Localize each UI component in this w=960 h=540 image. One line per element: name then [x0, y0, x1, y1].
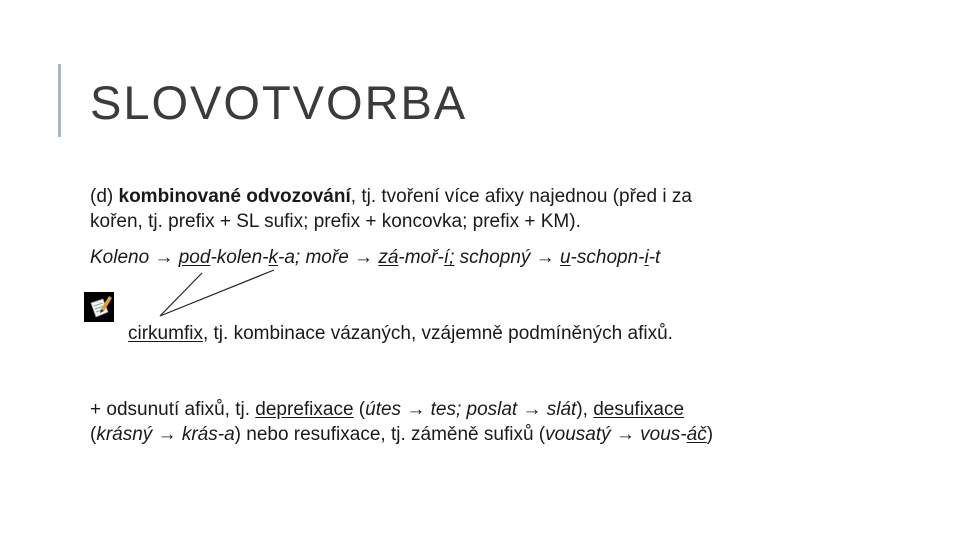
para1-prefix: (d)	[90, 186, 119, 207]
example-text: schopný →	[454, 247, 560, 268]
example-affix: í;	[443, 247, 455, 268]
term-deprefixace: deprefixace	[255, 399, 354, 420]
para1-line2: kořen, tj. prefix + SL sufix; prefix + koncovka; prefix + KM).	[90, 211, 581, 232]
example-text: -schopn-	[570, 247, 645, 268]
example-text: -a; moře →	[278, 247, 379, 268]
circumfix-rest: , tj. kombinace vázaných, vzájemně podmíněných afixů.	[202, 323, 673, 344]
para1-bold-term: kombinované odvozování	[118, 186, 351, 207]
example-affix: pod	[178, 247, 211, 268]
text-segment: (	[353, 399, 366, 420]
example-italic: vousatý → vous-	[545, 424, 687, 445]
example-italic: útes → tes; poslat → slát	[365, 399, 577, 420]
text-segment: + odsunutí afixů, tj.	[90, 399, 256, 420]
paragraph-combined-derivation	[90, 184, 692, 234]
example-affix: áč	[686, 424, 707, 445]
note-pencil-icon[interactable]	[84, 292, 114, 322]
examples-line	[90, 245, 660, 270]
example-affix: zá	[378, 247, 399, 268]
circumfix-term: cirkumfix	[128, 323, 203, 344]
example-text: -kolen-	[210, 247, 269, 268]
example-affix: u	[559, 247, 571, 268]
example-italic: krásný → krás-a	[96, 424, 235, 445]
text-segment: ) nebo resufixace, tj. záměně sufixů (	[234, 424, 546, 445]
para1-rest: , tj. tvoření více afixy najednou (před i za	[350, 186, 692, 207]
example-affix: i	[644, 247, 649, 268]
term-desufixace: desufixace	[593, 399, 685, 420]
text-segment: ),	[576, 399, 594, 420]
example-affix: k	[268, 247, 279, 268]
title-accent-bar	[58, 64, 61, 137]
example-text: -moř-	[398, 247, 444, 268]
example-text: Koleno →	[90, 247, 179, 268]
example-text: -t	[648, 247, 661, 268]
slide-title: SLOVOTVORBA	[90, 76, 468, 129]
circumfix-definition	[128, 321, 673, 346]
text-segment: )	[706, 424, 714, 445]
text-segment: (	[90, 424, 97, 445]
paragraph-affix-removal	[90, 397, 713, 447]
